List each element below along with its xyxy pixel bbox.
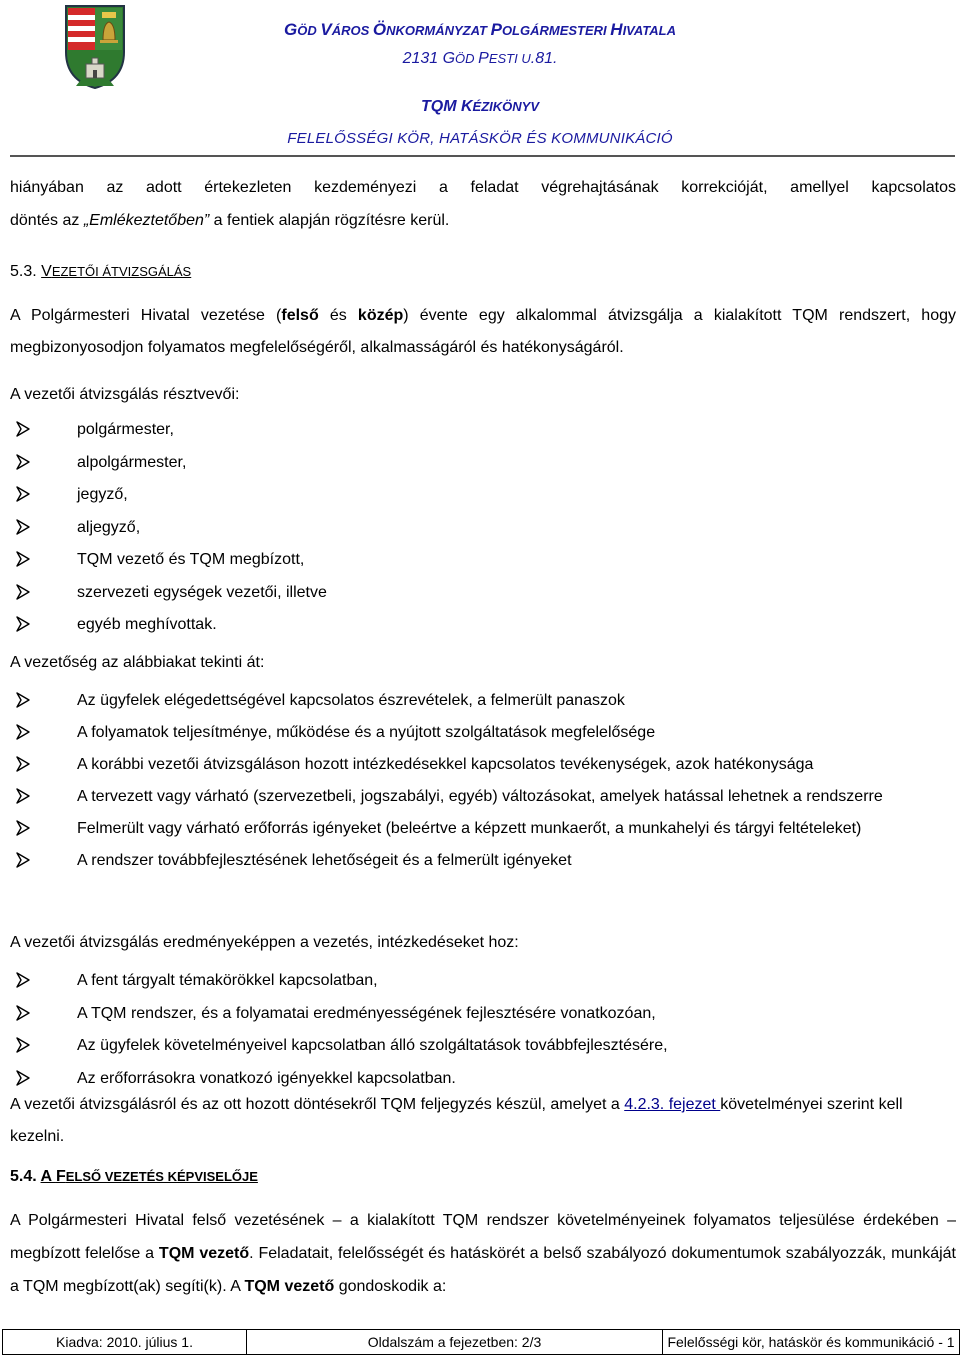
list-item: TQM vezető és TQM megbízott, <box>10 543 956 576</box>
arrow-bullet-icon <box>16 519 30 535</box>
memo-reference: „Emlékeztetőben” <box>83 212 210 229</box>
arrow-bullet-icon <box>16 486 30 502</box>
participants-intro: A vezetői átvizsgálás résztvevői: <box>10 386 240 403</box>
list-item: jegyző, <box>10 478 956 511</box>
list-item: A korábbi vezetői átvizsgáláson hozott intézkedésekkel kapcsolatos tevékenységek, azok hatékonysága <box>10 754 956 775</box>
list-item: Az erőforrásokra vonatkozó igényekkel kapcsolatban. <box>10 1062 956 1095</box>
participants-list <box>10 413 956 641</box>
arrow-bullet-icon <box>16 820 30 836</box>
section-5-3-heading: 5.3. VEZETŐI ÁTVIZSGÁLÁS <box>10 263 192 280</box>
section-5-4-heading: 5.4. A FELSŐ VEZETÉS KÉPVISELŐJE <box>10 1168 258 1185</box>
list-item: A TQM rendszer, és a folyamatai eredményességének fejlesztésére vonatkozóan, <box>10 997 956 1030</box>
list-item: szervezeti egységek vezetői, illetve <box>10 576 956 609</box>
chapter-reference-link[interactable]: 4.2.3. fejezet <box>624 1096 721 1113</box>
intro-line-1: hiányában az adott értekezleten kezdeményezi a feladat végrehajtásának korrekcióját, amellyel kapcsolatos <box>10 179 956 196</box>
arrow-bullet-icon <box>16 1070 30 1086</box>
document-title: TQM KÉZIKÖNYV <box>420 98 539 115</box>
footer-chapter-title: Felelősségi kör, hatáskör és kommunikáció - 1 <box>667 1334 955 1350</box>
footer-page-number: Oldalszám a fejezetben: 2/3 <box>247 1330 663 1354</box>
list-item: A rendszer továbbfejlesztésének lehetőségeit és a felmerült igényeket <box>10 850 956 871</box>
organization-name: GÖD VÁROS ÖNKORMÁNYZAT POLGÁRMESTERI HIVATALA <box>284 20 676 39</box>
section-5-4-paragraph: A Polgármesteri Hivatal felső vezetésének – a kialakított TQM rendszer követelményeinek folyamatos teljesülése érdekében – megbízott felelőse a TQM vezető. Feladatait, felelősségét és hatáskörét a belső szabályozó dokumentumok szabályozzák, munkáját a TQM megbízott(ak) segíti(k). A TQM vezető gondoskodik a: <box>10 1212 957 1295</box>
list-item: aljegyző, <box>10 511 956 544</box>
list-item: egyéb meghívottak. <box>10 608 956 641</box>
list-item: Az ügyfelek követelményeivel kapcsolatban álló szolgáltatások továbbfejlesztésére, <box>10 1029 956 1062</box>
page-footer <box>2 1329 960 1355</box>
arrow-bullet-icon <box>16 421 30 437</box>
list-item: Felmerült vagy várható erőforrás igényeket (beleértve a képzett munkaerőt, a munkahelyi és tárgyi feltételeket) <box>10 818 956 839</box>
arrow-bullet-icon <box>16 584 30 600</box>
arrow-bullet-icon <box>16 852 30 868</box>
header-divider <box>10 155 955 157</box>
arrow-bullet-icon <box>16 551 30 567</box>
list-item: A tervezett vagy várható (szervezetbeli, jogszabályi, egyéb) változásokat, amelyek hatással lehetnek a rendszerre <box>10 786 956 807</box>
result-items-list <box>10 964 956 1094</box>
arrow-bullet-icon <box>16 1037 30 1053</box>
arrow-bullet-icon <box>16 788 30 804</box>
arrow-bullet-icon <box>16 1005 30 1021</box>
arrow-bullet-icon <box>16 724 30 740</box>
page-header <box>0 0 960 158</box>
arrow-bullet-icon <box>16 692 30 708</box>
review-intro: A vezetőség az alábbiakat tekinti át: <box>10 654 265 671</box>
intro-line-2: döntés az „Emlékeztetőben” a fentiek alapján rögzítésre kerül. <box>10 212 450 229</box>
organization-address: 2131 GÖD PESTI U.81. <box>402 50 558 67</box>
arrow-bullet-icon <box>16 972 30 988</box>
list-item: A fent tárgyalt témakörökkel kapcsolatban, <box>10 964 956 997</box>
arrow-bullet-icon <box>16 756 30 772</box>
review-items-list <box>10 690 956 871</box>
arrow-bullet-icon <box>16 454 30 470</box>
section-5-3-paragraph: A Polgármesteri Hivatal vezetése (felső és közép) évente egy alkalommal átvizsgálja a kialakított TQM rendszert, hogy megbizonyosodjon folyamatos megfelelőségéről, alkalmasságáról és hatékonyságáról. <box>10 307 956 356</box>
list-item: alpolgármester, <box>10 446 956 479</box>
list-item: A folyamatok teljesítménye, működése és a nyújtott szolgáltatások megfelelősége <box>10 722 956 743</box>
chapter-subtitle: FELELŐSSÉGI KÖR, HATÁSKÖR ÉS KOMMUNIKÁCIÓ <box>287 130 673 147</box>
footer-issue-date: Kiadva: 2010. július 1. <box>3 1330 247 1354</box>
arrow-bullet-icon <box>16 616 30 632</box>
closing-paragraph: A vezetői átvizsgálásról és az ott hozott döntésekről TQM feljegyzés készül, amelyet a 4.2.3. fejezet követelményei szerint kell kezelni. <box>10 1096 903 1145</box>
list-item: Az ügyfelek elégedettségével kapcsolatos észrevételek, a felmerült panaszok <box>10 690 956 711</box>
result-intro: A vezetői átvizsgálás eredményeképpen a vezetés, intézkedéseket hoz: <box>10 934 519 951</box>
coat-of-arms-crest-icon <box>62 2 128 90</box>
list-item: polgármester, <box>10 413 956 446</box>
